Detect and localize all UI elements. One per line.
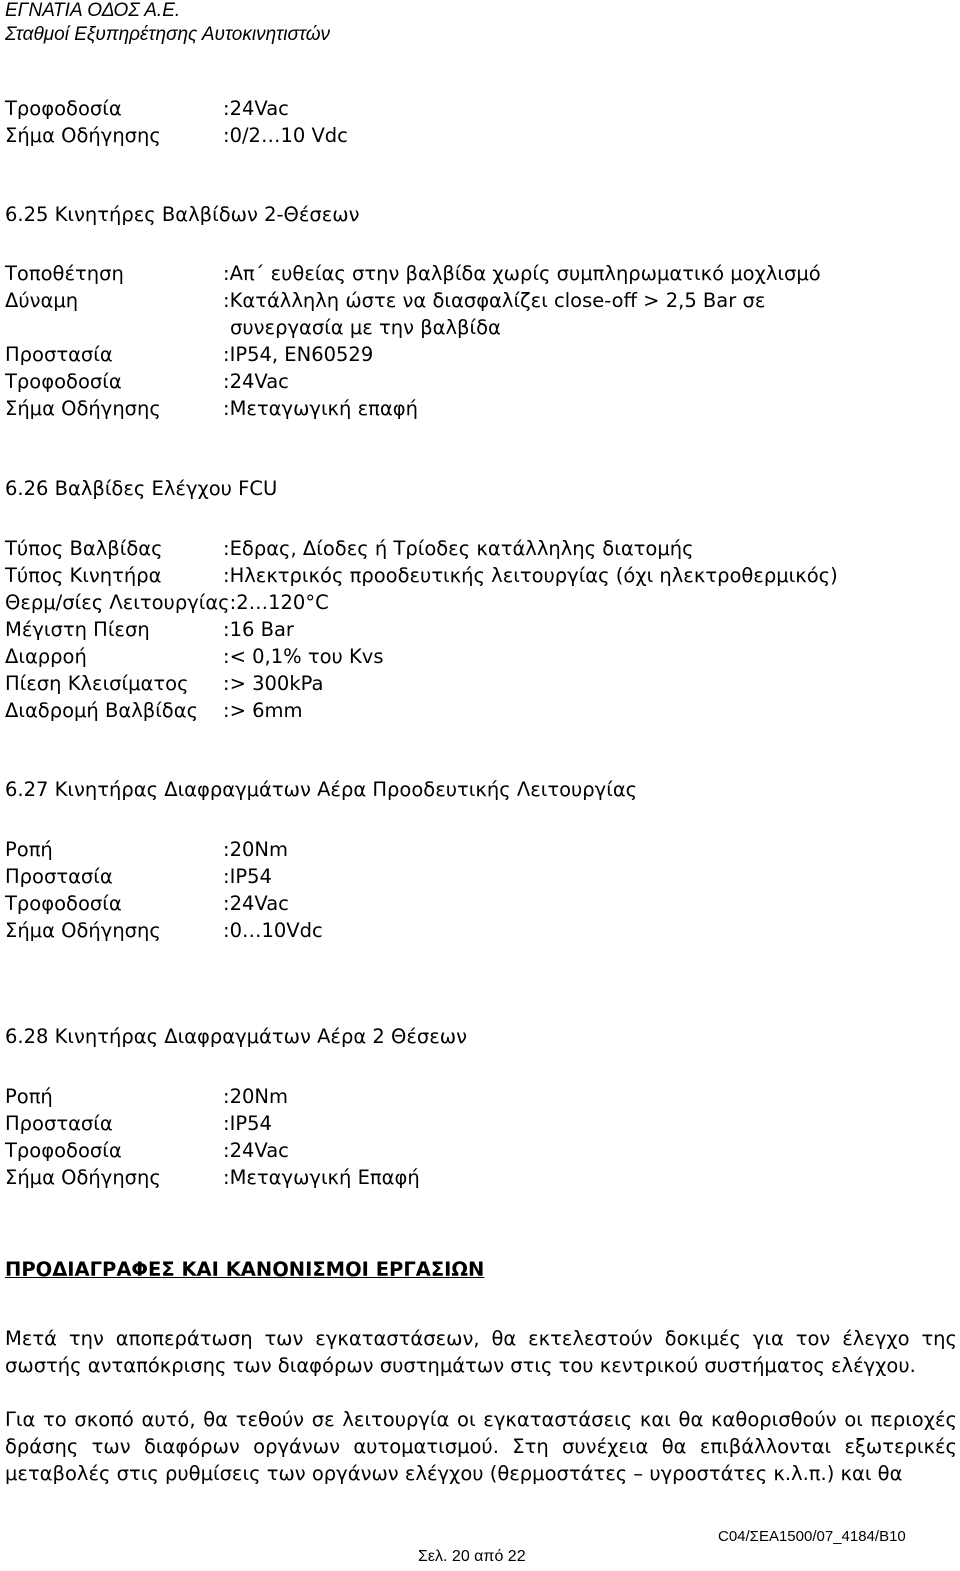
- spec-label: Ροπή: [5, 1085, 53, 1108]
- spec-value: :24Vac: [223, 97, 289, 120]
- page-number: Σελ. 20 από 22: [418, 1548, 526, 1565]
- spec-value: :16 Bar: [223, 618, 294, 641]
- spec-value: :> 6mm: [223, 699, 303, 722]
- spec-label: Ροπή: [5, 838, 53, 861]
- spec-label: Σήμα Οδήγησης: [5, 397, 161, 420]
- document-code: C04/ΣΕΑ1500/07_4184/B10: [718, 1528, 906, 1545]
- spec-label: Μέγιστη Πίεση: [5, 618, 150, 641]
- document-subtitle: Σταθμοί Εξυπηρέτησης Αυτοκινητιστών: [5, 24, 331, 45]
- spec-label: Προστασία: [5, 343, 113, 366]
- spec-label: Προστασία: [5, 1112, 113, 1135]
- spec-label: Τροφοδοσία: [5, 1139, 122, 1162]
- spec-value: :< 0,1% του Kvs: [223, 645, 384, 668]
- spec-value-continuation: συνεργασία με την βαλβίδα: [230, 316, 501, 339]
- spec-label: Τύπος Κινητήρα: [5, 564, 162, 587]
- spec-label: Σήμα Οδήγησης: [5, 124, 161, 147]
- spec-value: :20Nm: [223, 1085, 288, 1108]
- spec-value: :Μεταγωγική επαφή: [223, 397, 418, 420]
- section-heading-6-25: 6.25 Κινητήρες Βαλβίδων 2-Θέσεων: [5, 203, 360, 226]
- spec-value: :0…10Vdc: [223, 919, 323, 942]
- spec-value: :Μεταγωγική Επαφή: [223, 1166, 420, 1189]
- spec-value: :IP54: [223, 1112, 272, 1135]
- spec-label: Σήμα Οδήγησης: [5, 919, 161, 942]
- spec-value: :24Vac: [223, 370, 289, 393]
- section-heading-6-26: 6.26 Βαλβίδες Ελέγχου FCU: [5, 477, 278, 500]
- section-heading-6-27: 6.27 Κινητήρας Διαφραγμάτων Αέρα Προοδευτικής Λειτουργίας: [5, 778, 638, 801]
- spec-value: :Εδρας, Δίοδες ή Τρίοδες κατάλληλης διατομής: [223, 537, 694, 560]
- spec-label: Σήμα Οδήγησης: [5, 1166, 161, 1189]
- spec-value: :24Vac: [223, 892, 289, 915]
- spec-value: :Κατάλληλη ώστε να διασφαλίζει close-off > 2,5 Bar σε: [223, 289, 766, 312]
- spec-value: :20Nm: [223, 838, 288, 861]
- spec-section-title: ΠΡΟΔΙΑΓΡΑΦΕΣ ΚΑΙ ΚΑΝΟΝΙΣΜΟΙ ΕΡΓΑΣΙΩΝ: [5, 1258, 485, 1281]
- spec-value: :0/2…10 Vdc: [223, 124, 348, 147]
- section-heading-6-28: 6.28 Κινητήρας Διαφραγμάτων Αέρα 2 Θέσεων: [5, 1025, 468, 1048]
- paragraph: Μετά την αποπεράτωση των εγκαταστάσεων, θα εκτελεστούν δοκιμές για τον έλεγχο της σωστής ανταπόκρισης των διαφόρων συστημάτων στις του κεντρικού συστήματος ελέγχου.: [5, 1327, 957, 1377]
- spec-value: :IP54, EN60529: [223, 343, 374, 366]
- spec-label: Τροφοδοσία: [5, 370, 122, 393]
- paragraph: Για το σκοπό αυτό, θα τεθούν σε λειτουργία οι εγκαταστάσεις και θα καθορισθούν οι περιοχές δράσης των διαφόρων οργάνων αυτοματισμού. Στη συνέχεια θα επιβάλλονται εξωτερικές μεταβολές στις ρυθμίσεις των οργάνων ελέγχου (θερμοστάτες – υγροστάτες κ.λ.π.) και θα: [5, 1408, 957, 1485]
- spec-value: :24Vac: [223, 1139, 289, 1162]
- spec-label: Πίεση Κλεισίματος: [5, 672, 189, 695]
- spec-value: :IP54: [223, 865, 272, 888]
- spec-label: Διαδρομή Βαλβίδας: [5, 699, 199, 722]
- spec-value: :Ηλεκτρικός προοδευτικής λειτουργίας (όχι ηλεκτροθερμικός): [223, 564, 838, 587]
- spec-label: Διαρροή: [5, 645, 87, 668]
- spec-label: Τροφοδοσία: [5, 97, 122, 120]
- spec-value: :> 300kPa: [223, 672, 324, 695]
- spec-label: Δύναμη: [5, 289, 79, 312]
- spec-label: Τροφοδοσία: [5, 892, 122, 915]
- spec-label: Προστασία: [5, 865, 113, 888]
- spec-label: Τύπος Βαλβίδας: [5, 537, 163, 560]
- spec-value: :Απ΄ ευθείας στην βαλβίδα χωρίς συμπληρωματικό μοχλισμό: [223, 262, 821, 285]
- spec-label: Τοποθέτηση: [5, 262, 124, 285]
- company-name: ΕΓΝΑΤΙΑ ΟΔΟΣ Α.Ε.: [5, 0, 181, 21]
- spec-label-with-value: Θερμ/σίες Λειτουργίας:2…120°C: [5, 591, 329, 614]
